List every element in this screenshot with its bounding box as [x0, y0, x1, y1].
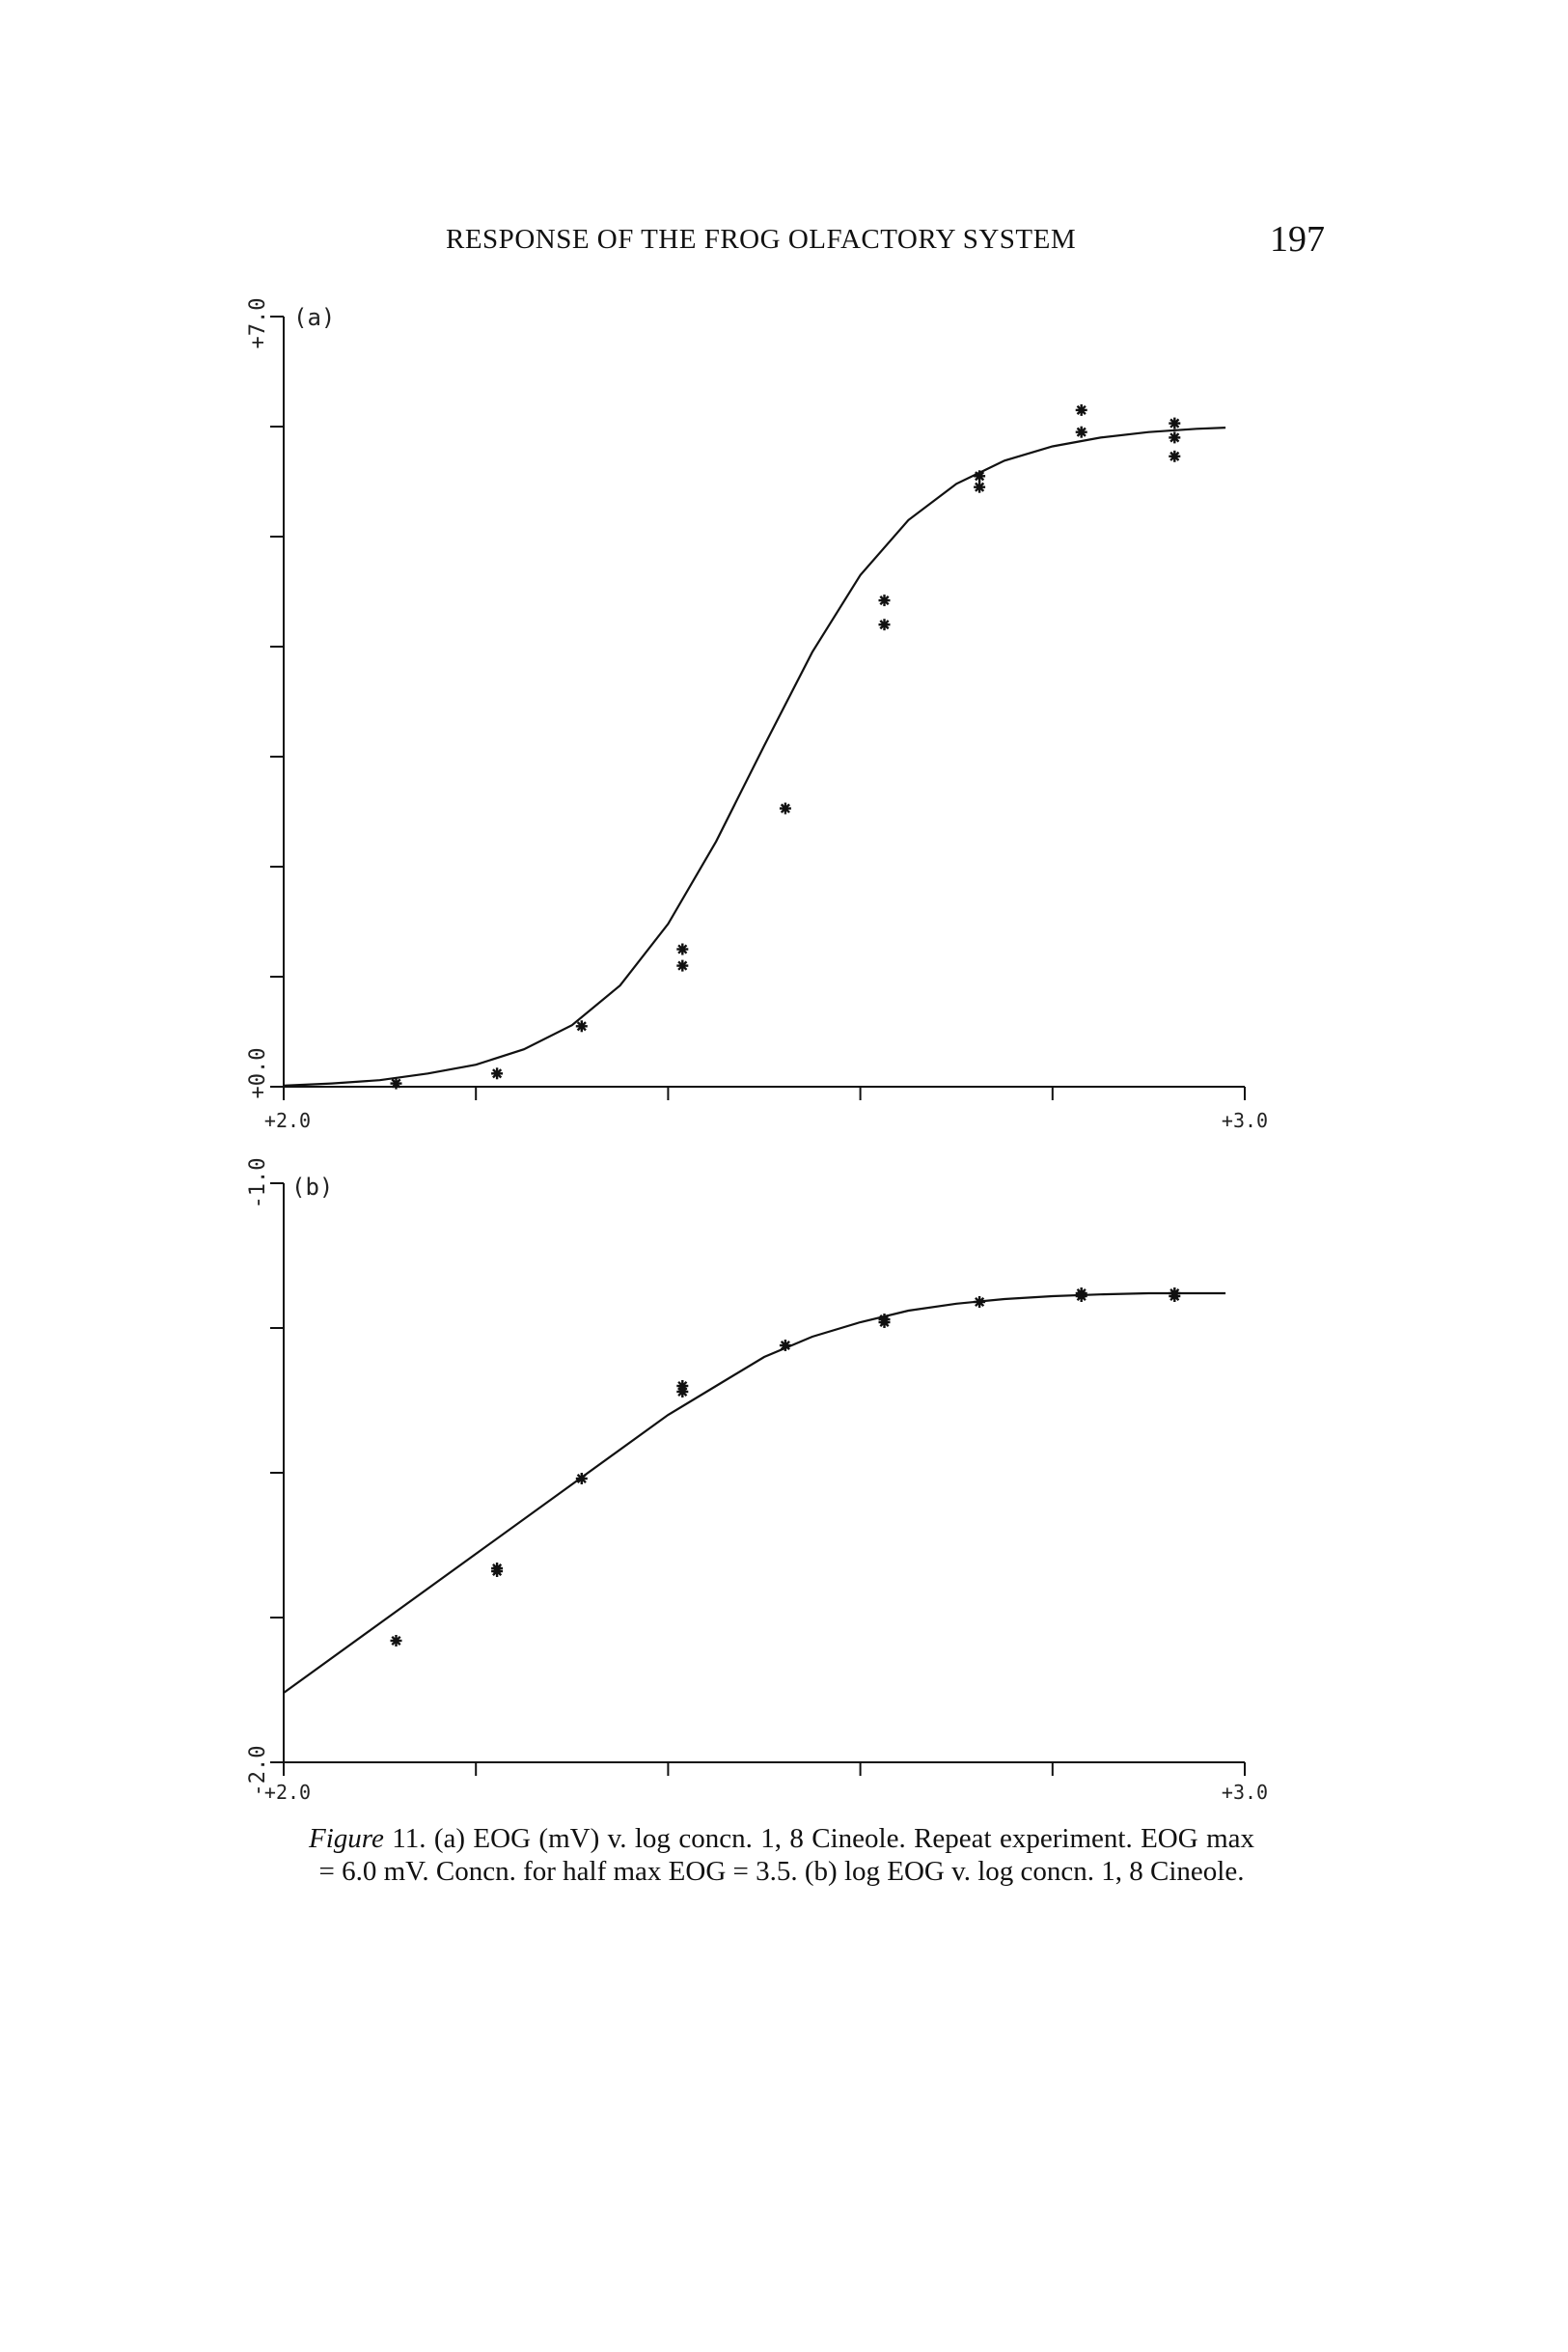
- data-point-b-8: [879, 1314, 891, 1325]
- data-point-b-0: [391, 1635, 402, 1646]
- data-point-a-9: [974, 470, 985, 482]
- data-point-a-4: [676, 944, 688, 955]
- data-point-a-2: [576, 1020, 588, 1032]
- data-point-a-6: [879, 619, 891, 630]
- caption-figure-label: Figure: [309, 1823, 384, 1854]
- chart-panel-b: [246, 1158, 1268, 1804]
- x-tick-label-right-b: +3.0: [1221, 1781, 1269, 1804]
- data-point-a-5: [780, 803, 791, 815]
- data-point-b-5: [676, 1380, 688, 1392]
- data-point-a-1: [491, 1067, 503, 1079]
- data-point-a-11: [1076, 404, 1087, 416]
- x-tick-label-left-a: +2.0: [263, 1109, 312, 1132]
- panel-label-b: (b): [291, 1174, 334, 1201]
- chart-panel-a: [246, 298, 1268, 1132]
- data-point-b-2: [491, 1563, 503, 1574]
- data-point-a-7: [879, 595, 891, 606]
- running-title: RESPONSE OF THE FROG OLFACTORY SYSTEM: [446, 224, 1077, 255]
- fit-curve-a: [284, 428, 1225, 1086]
- data-point-a-3: [676, 960, 688, 972]
- panel-label-a: (a): [293, 304, 336, 331]
- data-point-b-6: [780, 1340, 791, 1351]
- x-tick-label-left-b: +2.0: [263, 1781, 312, 1804]
- data-point-b-11: [1076, 1287, 1087, 1299]
- fit-curve-b: [284, 1293, 1225, 1693]
- data-point-a-13: [1169, 431, 1180, 443]
- data-point-b-13: [1169, 1287, 1180, 1299]
- figure-caption: [309, 1822, 1254, 1888]
- y-tick-label-bottom-b-vis: -2.0: [246, 1745, 270, 1797]
- data-point-a-12: [1169, 451, 1180, 462]
- x-tick-label-right-a: +3.0: [1221, 1109, 1269, 1132]
- y-tick-label-top-b: -1.0: [246, 1157, 270, 1209]
- data-point-b-3: [576, 1473, 588, 1484]
- caption-figure-number: 11.: [392, 1823, 426, 1854]
- data-point-a-14: [1169, 418, 1180, 429]
- data-point-a-8: [974, 482, 985, 493]
- data-point-b-9: [974, 1296, 985, 1308]
- y-tick-label-top-a: +7.0: [246, 297, 270, 349]
- data-point-a-0: [391, 1078, 402, 1090]
- y-tick-label-bottom-a: +0.0: [246, 1047, 270, 1099]
- page-number: 197: [1270, 219, 1325, 260]
- data-point-a-10: [1076, 427, 1087, 438]
- caption-text: (a) EOG (mV) v. log concn. 1, 8 Cineole. Repeat experiment. EOG max = 6.0 mV. Concn. for half max EOG = 3.5. (b) log EOG v. log concn. 1, 8 Cineole.: [318, 1823, 1255, 1887]
